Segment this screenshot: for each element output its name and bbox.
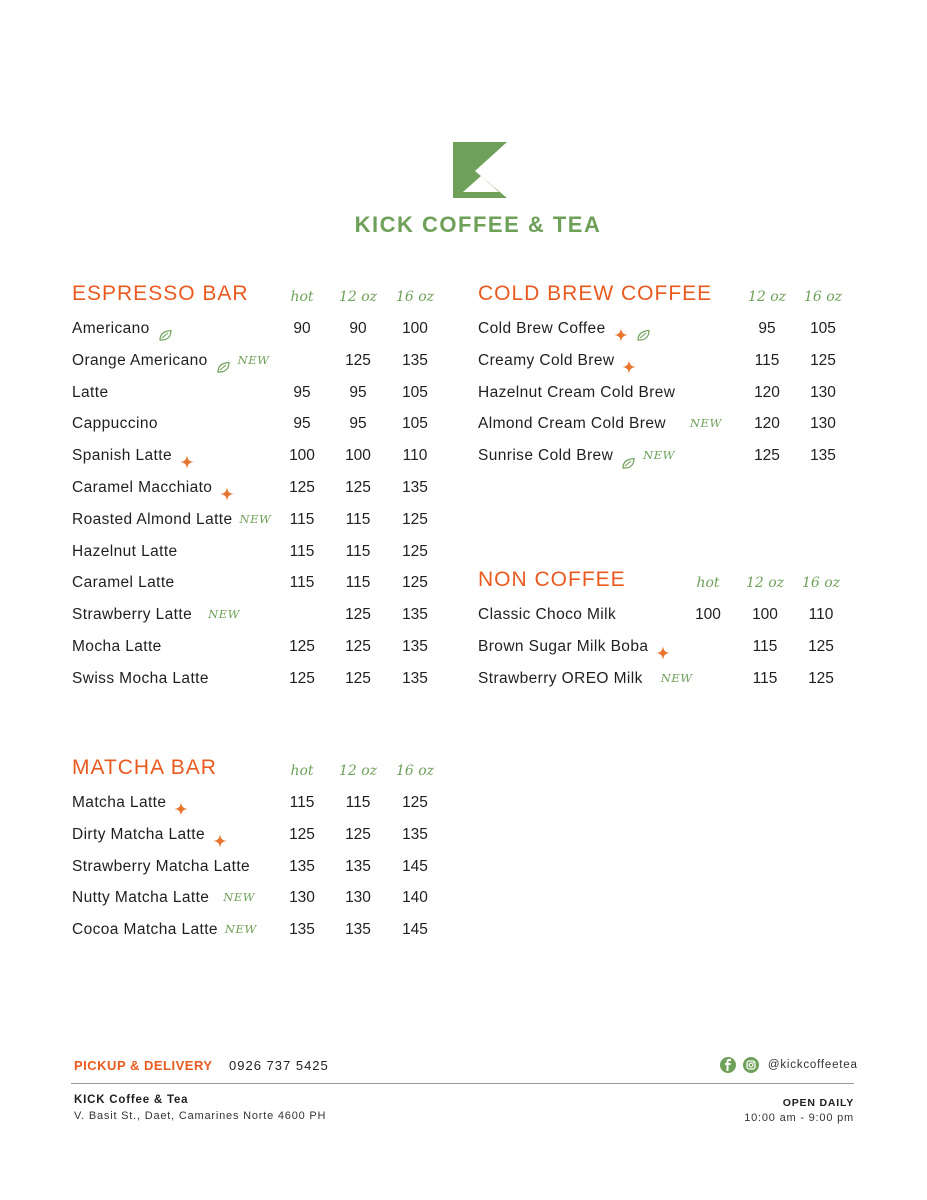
item-name: Orange Americano bbox=[72, 351, 208, 369]
item-name: Hazelnut Latte bbox=[72, 542, 178, 560]
menu-item-row bbox=[478, 440, 858, 472]
price-hot: 95 bbox=[293, 383, 311, 401]
new-badge: NEW bbox=[224, 922, 257, 937]
price-12-oz: 115 bbox=[754, 351, 780, 369]
menu-item-row bbox=[72, 631, 452, 663]
price-16-oz: 105 bbox=[402, 415, 428, 433]
leaf-icon bbox=[158, 322, 173, 335]
price-16-oz: 100 bbox=[402, 320, 428, 337]
menu-item-row bbox=[72, 313, 452, 345]
menu-item-row bbox=[72, 663, 452, 695]
price-12-oz: 100 bbox=[752, 606, 778, 623]
price-12-oz: 120 bbox=[754, 415, 780, 433]
item-name: Nutty Matcha Latte bbox=[72, 889, 210, 907]
column-header-12-oz: 12 oz bbox=[747, 289, 787, 305]
menu-item-row bbox=[478, 631, 858, 663]
menu-item-row bbox=[72, 599, 452, 631]
price-16-oz: 125 bbox=[402, 574, 428, 592]
store-hours: 10:00 am - 9:00 pm bbox=[744, 1112, 854, 1124]
price-hot: 125 bbox=[289, 479, 315, 496]
item-name: Spanish Latte bbox=[72, 447, 172, 465]
item-name: Mocha Latte bbox=[72, 638, 162, 655]
price-16-oz: 135 bbox=[402, 825, 428, 843]
column-header-16-oz: 16 oz bbox=[395, 763, 435, 779]
section-title: NON COFFEE bbox=[478, 568, 626, 591]
item-name: Swiss Mocha Latte bbox=[72, 669, 209, 687]
price-16-oz: 145 bbox=[402, 857, 428, 875]
price-12-oz: 125 bbox=[345, 479, 371, 496]
item-name: Cocoa Matcha Latte bbox=[72, 921, 218, 939]
price-12-oz: 125 bbox=[345, 351, 371, 369]
price-12-oz: 125 bbox=[345, 825, 371, 843]
new-badge: NEW bbox=[689, 416, 722, 431]
price-12-oz: 115 bbox=[752, 637, 778, 655]
new-badge: NEW bbox=[208, 607, 240, 622]
item-name: Dirty Matcha Latte bbox=[72, 825, 205, 843]
menu-item-row bbox=[72, 440, 452, 472]
price-12-oz: 115 bbox=[345, 510, 371, 528]
price-16-oz: 130 bbox=[810, 383, 836, 401]
column-header-16-oz: 16 oz bbox=[395, 289, 435, 305]
store-address: V. Basit St., Daet, Camarines Norte 4600 PH bbox=[74, 1110, 327, 1122]
price-12-oz: 95 bbox=[349, 383, 367, 401]
price-16-oz: 135 bbox=[402, 669, 428, 687]
star-icon bbox=[220, 481, 234, 495]
price-16-oz: 135 bbox=[402, 606, 428, 624]
price-16-oz: 135 bbox=[402, 351, 428, 369]
menu-item-row bbox=[478, 663, 858, 695]
item-name: Cappuccino bbox=[72, 415, 158, 433]
price-12-oz: 115 bbox=[345, 794, 371, 811]
price-16-oz: 140 bbox=[402, 889, 428, 907]
item-name: Strawberry Matcha Latte bbox=[72, 857, 251, 875]
item-name: Caramel Latte bbox=[72, 574, 175, 592]
item-name: Latte bbox=[72, 383, 109, 401]
menu-item-row bbox=[478, 345, 858, 377]
price-12-oz: 120 bbox=[754, 383, 780, 401]
menu-item-row bbox=[478, 313, 858, 345]
social-block bbox=[720, 1056, 858, 1074]
menu-item-row bbox=[72, 882, 452, 914]
price-hot: 135 bbox=[289, 857, 315, 875]
column-header-16-oz: 16 oz bbox=[801, 575, 841, 591]
star-icon bbox=[622, 354, 636, 368]
item-name: Roasted Almond Latte bbox=[72, 510, 233, 528]
item-name: Almond Cream Cold Brew bbox=[478, 415, 666, 433]
price-hot: 115 bbox=[289, 574, 315, 592]
item-name: Brown Sugar Milk Boba bbox=[478, 637, 649, 655]
menu-item-row bbox=[478, 599, 858, 631]
item-name: Creamy Cold Brew bbox=[478, 351, 615, 369]
price-hot: 115 bbox=[289, 542, 315, 560]
section-title: ESPRESSO BAR bbox=[72, 282, 249, 305]
column-header-hot: hot bbox=[696, 575, 720, 591]
price-hot: 130 bbox=[289, 889, 315, 907]
menu-item-row bbox=[72, 345, 452, 377]
price-16-oz: 135 bbox=[402, 479, 428, 496]
price-hot: 135 bbox=[289, 921, 315, 939]
leaf-icon bbox=[621, 450, 636, 463]
price-hot: 115 bbox=[289, 794, 315, 811]
new-badge: NEW bbox=[660, 670, 693, 685]
menu-item-row bbox=[72, 377, 452, 409]
star-icon bbox=[180, 449, 194, 463]
column-header-16-oz: 16 oz bbox=[803, 289, 843, 305]
star-icon bbox=[656, 640, 670, 654]
menu-item-row bbox=[478, 408, 858, 440]
price-12-oz: 115 bbox=[345, 574, 371, 592]
price-12-oz: 95 bbox=[758, 320, 776, 337]
price-16-oz: 125 bbox=[808, 637, 834, 655]
star-icon bbox=[213, 828, 227, 842]
price-12-oz: 115 bbox=[345, 542, 371, 560]
item-name: Hazelnut Cream Cold Brew bbox=[478, 383, 676, 401]
menu-item-row bbox=[72, 504, 452, 536]
pickup-delivery-label: PICKUP & DELIVERY bbox=[74, 1058, 213, 1073]
section-title: COLD BREW COFFEE bbox=[478, 282, 713, 305]
leaf-icon bbox=[216, 354, 231, 367]
price-16-oz: 105 bbox=[810, 320, 836, 337]
new-badge: NEW bbox=[237, 352, 270, 367]
column-header-hot: hot bbox=[290, 763, 314, 779]
price-16-oz: 125 bbox=[808, 669, 834, 687]
price-16-oz: 110 bbox=[402, 447, 428, 465]
column-header-12-oz: 12 oz bbox=[338, 289, 378, 305]
item-name: Strawberry Latte bbox=[72, 606, 193, 624]
menu-item-row bbox=[72, 819, 452, 851]
item-name: Americano bbox=[72, 320, 150, 337]
section-title: MATCHA BAR bbox=[72, 756, 217, 779]
price-16-oz: 130 bbox=[810, 415, 836, 433]
price-16-oz: 135 bbox=[810, 447, 836, 465]
price-12-oz: 135 bbox=[345, 857, 371, 875]
column-header-12-oz: 12 oz bbox=[745, 575, 785, 591]
instagram-icon[interactable] bbox=[743, 1057, 759, 1073]
price-16-oz: 135 bbox=[402, 638, 428, 655]
menu-item-row bbox=[72, 914, 452, 946]
new-badge: NEW bbox=[223, 890, 256, 905]
item-name: Cold Brew Coffee bbox=[478, 320, 606, 337]
price-16-oz: 125 bbox=[402, 542, 428, 560]
price-16-oz: 105 bbox=[402, 383, 428, 401]
price-12-oz: 95 bbox=[349, 415, 367, 433]
menu-item-row bbox=[72, 851, 452, 883]
item-name: Sunrise Cold Brew bbox=[478, 447, 614, 465]
menu-item-row bbox=[72, 408, 452, 440]
menu-item-row bbox=[478, 377, 858, 409]
price-hot: 115 bbox=[289, 510, 315, 528]
store-name: KICK Coffee & Tea bbox=[74, 1094, 189, 1106]
column-header-12-oz: 12 oz bbox=[338, 763, 378, 779]
price-hot: 125 bbox=[289, 638, 315, 655]
item-name: Caramel Macchiato bbox=[72, 479, 213, 496]
price-hot: 125 bbox=[289, 669, 315, 687]
brand-name: KICK COFFEE & TEA bbox=[354, 212, 602, 237]
price-hot: 100 bbox=[289, 447, 315, 465]
price-12-oz: 130 bbox=[345, 889, 371, 907]
menu-item-row bbox=[72, 536, 452, 568]
price-hot: 100 bbox=[695, 606, 721, 623]
new-badge: NEW bbox=[643, 448, 675, 463]
star-icon bbox=[174, 796, 188, 810]
price-12-oz: 125 bbox=[345, 638, 371, 655]
new-badge: NEW bbox=[239, 511, 272, 526]
hours-label: OPEN DAILY bbox=[782, 1097, 854, 1109]
price-16-oz: 110 bbox=[808, 606, 834, 623]
social-handle[interactable]: @kickcoffeetea bbox=[767, 1058, 858, 1071]
price-hot: 125 bbox=[289, 825, 315, 843]
menu-item-row bbox=[72, 472, 452, 504]
price-16-oz: 125 bbox=[810, 351, 836, 369]
price-16-oz: 125 bbox=[402, 794, 428, 811]
column-header-hot: hot bbox=[290, 289, 314, 305]
price-16-oz: 145 bbox=[402, 921, 428, 939]
menu-item-row bbox=[72, 567, 452, 599]
phone-number[interactable]: 0926 737 5425 bbox=[229, 1058, 329, 1073]
k-logo-icon bbox=[453, 142, 511, 198]
price-12-oz: 125 bbox=[345, 606, 371, 624]
price-12-oz: 90 bbox=[349, 320, 367, 337]
footer-divider bbox=[71, 1083, 854, 1084]
price-hot: 95 bbox=[293, 415, 311, 433]
item-name: Matcha Latte bbox=[72, 794, 167, 811]
price-12-oz: 125 bbox=[345, 669, 371, 687]
star-icon bbox=[614, 322, 628, 336]
leaf-icon bbox=[636, 322, 651, 335]
menu-item-row bbox=[72, 787, 452, 819]
price-12-oz: 115 bbox=[752, 669, 778, 687]
item-name: Classic Choco Milk bbox=[478, 606, 617, 623]
facebook-icon[interactable] bbox=[720, 1057, 736, 1073]
price-12-oz: 125 bbox=[754, 447, 780, 465]
price-16-oz: 125 bbox=[402, 510, 428, 528]
price-12-oz: 135 bbox=[345, 921, 371, 939]
price-12-oz: 100 bbox=[345, 447, 371, 465]
item-name: Strawberry OREO Milk bbox=[478, 669, 643, 687]
price-hot: 90 bbox=[293, 320, 311, 337]
